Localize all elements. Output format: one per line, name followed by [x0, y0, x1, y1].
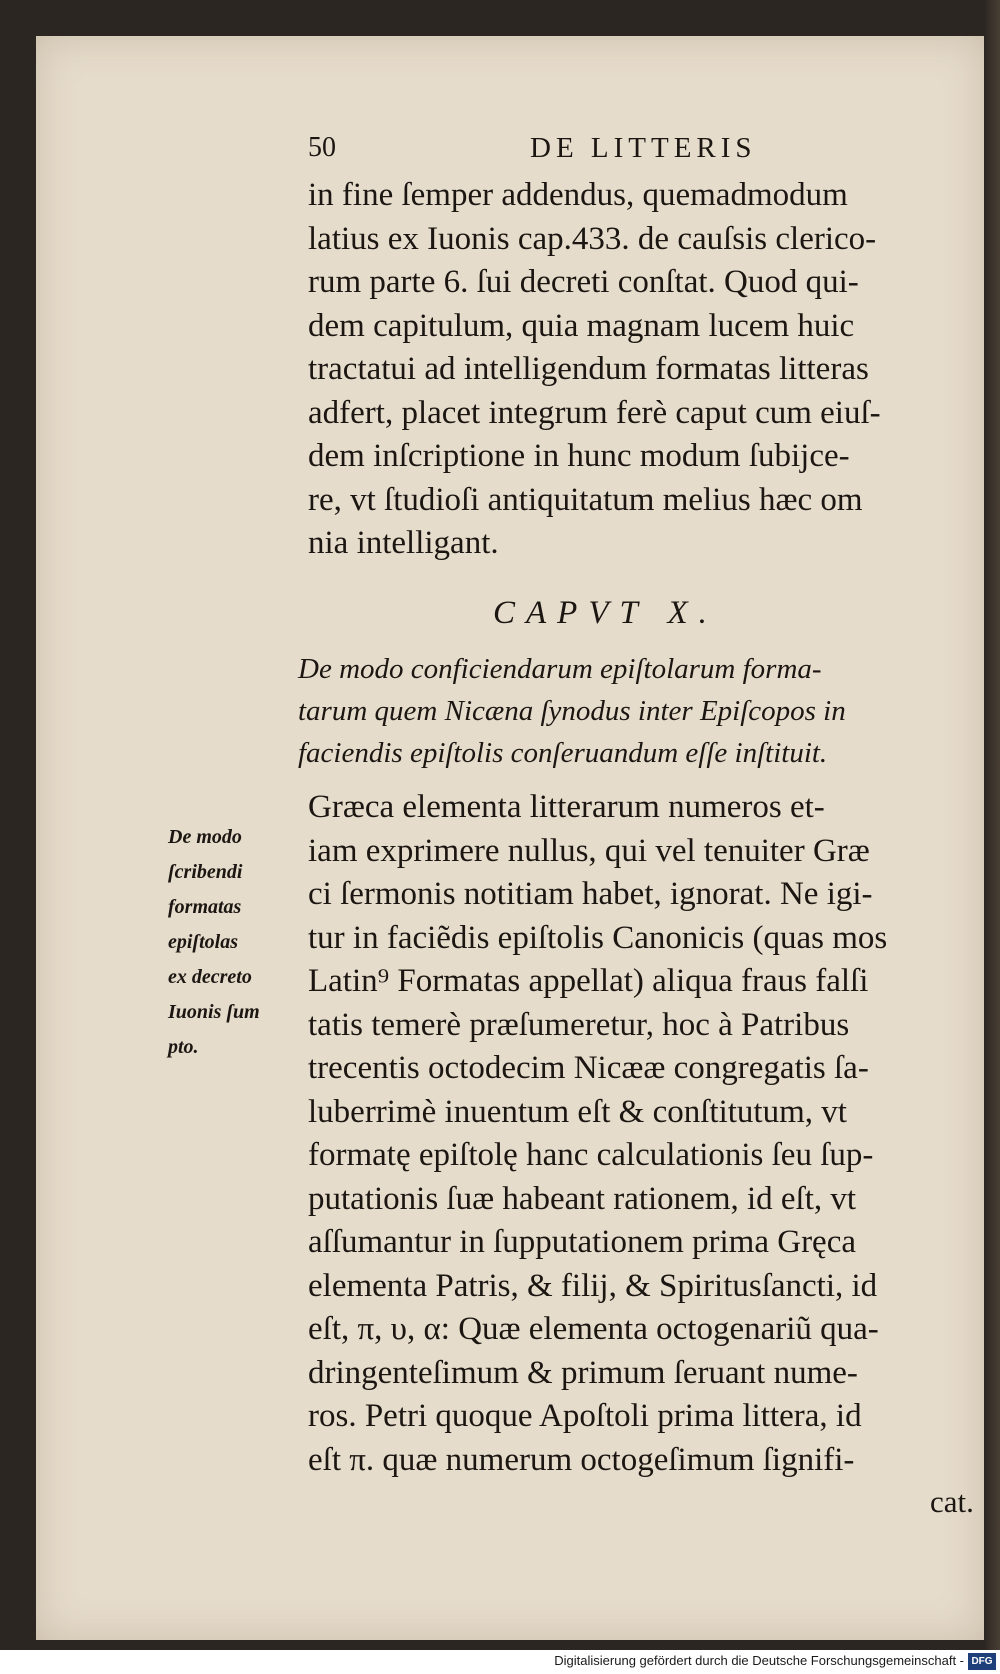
text-line: formatę epiſtolę hanc calculationis ſeu ſup-	[308, 1137, 874, 1173]
text-line: iam exprimere nullus, qui vel tenuiter Græ	[308, 832, 870, 869]
text-line: eſt π. quæ numerum octogeſimum ſignifi-	[308, 1441, 855, 1478]
marginal-line: formatas	[168, 896, 242, 918]
marginal-line: Iuonis ſum	[168, 1001, 260, 1023]
text-line: tatis temerè præſumeretur, hoc à Patribus	[308, 1006, 850, 1043]
chapter-subtitle	[298, 648, 998, 774]
marginal-line: ſcribendi	[168, 861, 243, 883]
marginal-note	[168, 820, 298, 1065]
text-line: dem capitulum, quia magnam lucem huic	[308, 307, 855, 344]
text-line: in fine ſemper addendus, quemadmodum	[308, 177, 848, 213]
marginal-line: ex decreto	[168, 966, 252, 988]
text-line: elementa Patris, & filij, & Spiritusſancti, id	[308, 1267, 878, 1304]
subtitle-line: De modo conficiendarum epiſtolarum forma-	[298, 653, 822, 685]
text-line: ros. Petri quoque Apoſtoli prima littera, id	[308, 1398, 862, 1434]
text-line: trecentis octodecim Nicææ congregatis ſa-	[308, 1050, 869, 1086]
chapter-title: CAPVT X.	[493, 595, 718, 631]
marginal-line: De modo	[168, 826, 242, 848]
marginal-line: epiſtolas	[168, 931, 238, 953]
subtitle-line: tarum quem Nicæna ſynodus inter Epiſcopos in	[298, 695, 846, 727]
running-title: DE LITTERIS	[530, 132, 757, 164]
text-line: putationis ſuæ habeant rationem, id eſt, vt	[308, 1180, 857, 1217]
text-line: tractatui ad intelligendum formatas litteras	[308, 351, 869, 387]
text-line: aſſumantur in ſupputationem prima Gręca	[308, 1224, 856, 1260]
text-line: tur in faciẽdis epiſtolis Canonicis (quas mos	[308, 919, 888, 956]
text-line: dringenteſimum & primum ſeruant nume-	[308, 1354, 858, 1391]
digitization-credit: Digitalisierung gefördert durch die Deutsche Forschungsgemeinschaft -	[554, 1653, 964, 1668]
marginal-line: pto.	[168, 1036, 199, 1058]
text-line: re, vt ſtudioſi antiquitatum melius hæc om	[308, 481, 863, 518]
paragraph-1	[308, 174, 998, 566]
text-line: ci ſermonis notitiam habet, ignorat. Ne igi-	[308, 876, 873, 912]
text-line: Græca elementa litterarum numeros et-	[308, 789, 825, 825]
page-number: 50	[308, 132, 336, 163]
catchword: cat.	[930, 1484, 974, 1519]
text-line: adfert, placet integrum ferè caput cum eiuſ-	[308, 394, 881, 431]
subtitle-line: faciendis epiſtolis conſeruandum eſſe inſtituit.	[298, 737, 828, 769]
text-line: Latin⁹ Formatas appellat) aliqua fraus falſi	[308, 963, 869, 999]
text-line: nia intelligant.	[308, 525, 499, 561]
text-line: eſt, π, υ, α: Quæ elementa octogenariũ qua-	[308, 1311, 879, 1347]
page-header	[308, 132, 1000, 172]
text-line: latius ex Iuonis cap.433. de cauſsis clerico-	[308, 220, 877, 257]
footer-bar	[0, 1650, 1000, 1674]
paragraph-2	[308, 786, 998, 1482]
dfg-logo: DFG	[968, 1653, 996, 1670]
text-line: rum parte 6. ſui decreti conſtat. Quod qui-	[308, 264, 859, 300]
text-line: luberrimè inuentum eſt & conſtitutum, vt	[308, 1093, 847, 1130]
text-line: dem inſcriptione in hunc modum ſubijce-	[308, 438, 850, 474]
